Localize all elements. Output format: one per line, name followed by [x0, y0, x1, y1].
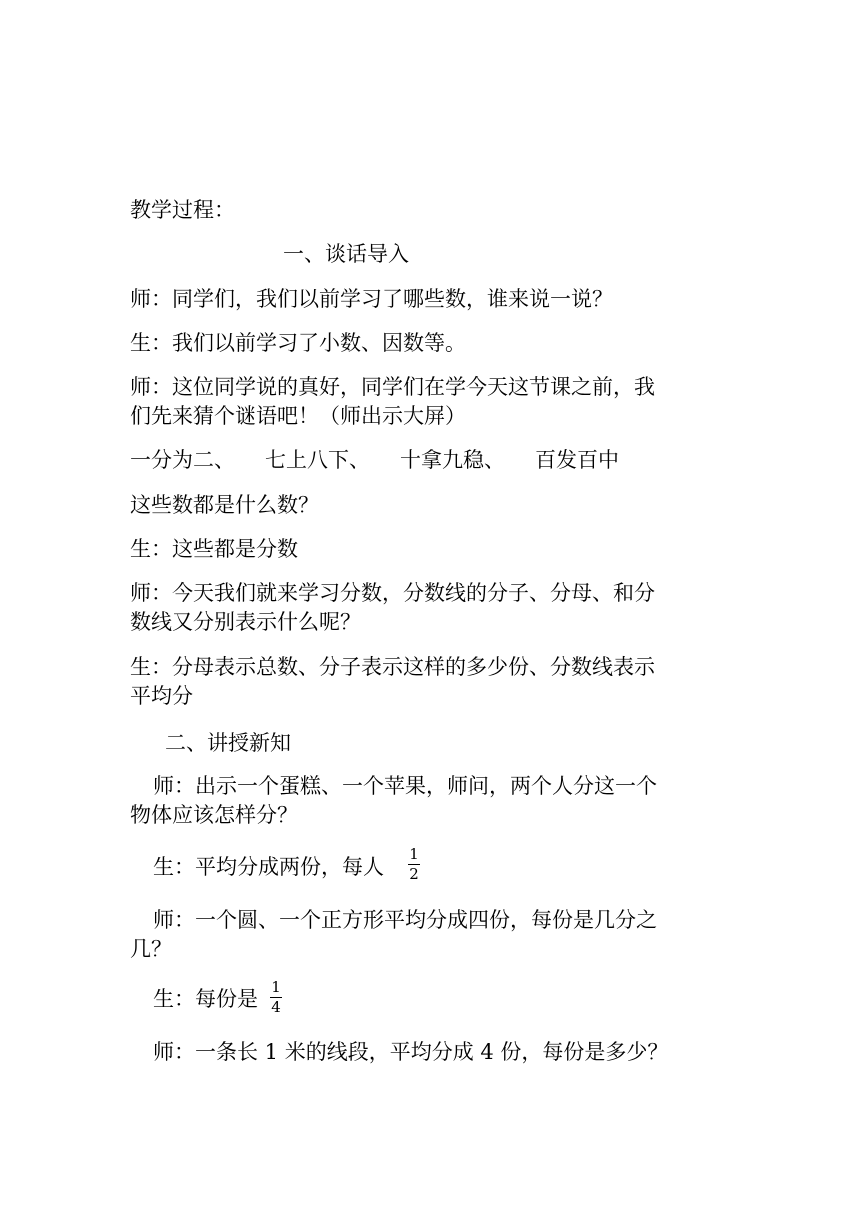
riddle-item: 十拿九稳、 — [400, 448, 505, 472]
paragraph: 生：我们以前学习了小数、因数等。 — [130, 331, 466, 355]
fraction-numerator: 1 — [409, 845, 419, 863]
paragraph-line: 师：出示一个蛋糕、一个苹果，师问，两个人分这一个 — [153, 774, 657, 798]
riddle-item: 七上八下、 — [265, 448, 370, 472]
paragraph-line: 师：今天我们就来学习分数，分数线的分子、分母、和分 — [130, 581, 655, 605]
fraction-denominator: 4 — [271, 998, 281, 1016]
paragraph: 师：一条长 1 米的线段，平均分成 4 份，每份是多少？ — [153, 1040, 669, 1064]
paragraph: 生：这些都是分数 — [130, 537, 298, 561]
riddle-item: 百发百中 — [535, 448, 619, 472]
heading: 教学过程： — [130, 198, 235, 222]
section2-title: 二、讲授新知 — [165, 731, 291, 755]
paragraph-line: 数线又分别表示什么呢？ — [130, 610, 361, 634]
paragraph-line: 生：分母表示总数、分子表示这样的多少份、分数线表示 — [130, 655, 655, 679]
paragraph-line: 几？ — [130, 937, 172, 961]
fraction-one-half — [408, 846, 420, 883]
fraction-denominator: 2 — [409, 865, 419, 883]
paragraph-line: 们先来猜个谜语吧！（师出示大屏） — [130, 404, 466, 428]
paragraph: 师：同学们，我们以前学习了哪些数，谁来说一说？ — [130, 287, 613, 311]
paragraph-line: 平均分 — [130, 684, 193, 708]
paragraph-line: 师：一个圆、一个正方形平均分成四份，每份是几分之 — [153, 908, 657, 932]
riddle-item: 一分为二、 — [130, 448, 235, 472]
paragraph: 生：每份是 — [153, 987, 258, 1011]
fraction-one-quarter — [270, 979, 282, 1016]
paragraph-line: 师：这位同学说的真好，同学们在学今天这节课之前，我 — [130, 375, 655, 399]
fraction-numerator: 1 — [271, 978, 281, 996]
paragraph-line: 物体应该怎样分？ — [130, 803, 298, 827]
paragraph: 这些数都是什么数？ — [130, 493, 319, 517]
section1-title: 一、谈话导入 — [283, 242, 409, 266]
riddle-line — [130, 444, 720, 477]
paragraph: 生：平均分成两份，每人 — [153, 855, 384, 879]
